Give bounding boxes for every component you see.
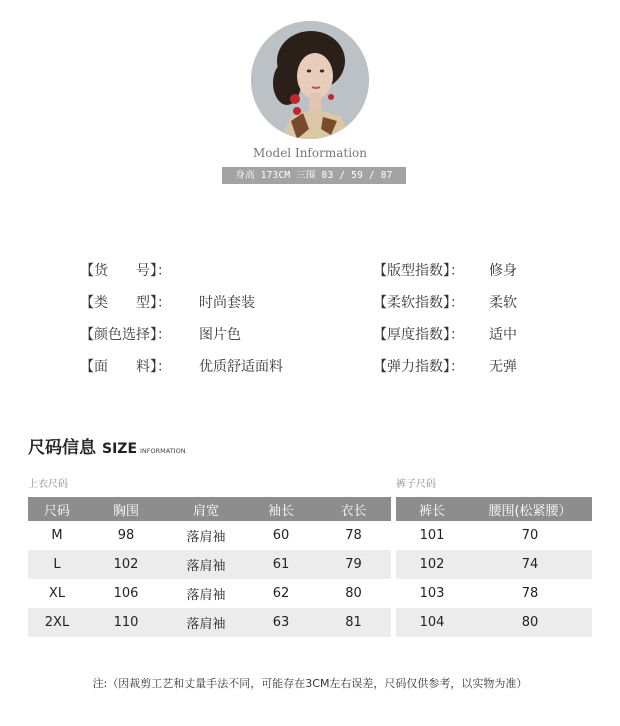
table-row bbox=[396, 579, 592, 608]
table-row bbox=[28, 579, 391, 608]
spec-value: 修身 bbox=[489, 263, 517, 279]
table-header: 衣长 bbox=[316, 497, 391, 521]
table-row bbox=[396, 521, 592, 550]
table-row bbox=[396, 608, 592, 637]
table-header-row bbox=[396, 497, 592, 521]
spec-elasticity bbox=[373, 357, 517, 377]
table-row bbox=[28, 608, 391, 637]
pants-size-label: 裤子尺码 bbox=[396, 479, 436, 490]
spec-color bbox=[80, 325, 241, 345]
table-cell: 106 bbox=[113, 586, 139, 601]
table-cell: 102 bbox=[86, 550, 166, 579]
spec-fit bbox=[373, 261, 517, 281]
table-header: 袖长 bbox=[246, 497, 316, 521]
top-size-label: 上衣尺码 bbox=[28, 479, 68, 490]
size-heading-zh: 尺码信息 bbox=[28, 438, 96, 458]
table-cell: 110 bbox=[86, 608, 166, 637]
table-cell: 62 bbox=[272, 586, 290, 601]
spec-label: 【柔软指数】： bbox=[373, 295, 464, 311]
table-cell: 81 bbox=[316, 608, 391, 637]
table-cell: 104 bbox=[396, 608, 468, 637]
spec-value: 时尚套装 bbox=[199, 295, 255, 311]
table-cell: 70 bbox=[521, 528, 539, 543]
table-cell: L bbox=[28, 550, 86, 579]
table-cell: 落肩袖 bbox=[186, 588, 226, 603]
spec-value: 适中 bbox=[489, 327, 517, 343]
model-information-title: Model Information bbox=[253, 146, 367, 160]
spec-value: 无弹 bbox=[489, 359, 517, 375]
size-heading-en-small: INFORMATION bbox=[140, 447, 186, 455]
table-cell: 98 bbox=[117, 528, 135, 543]
spec-type bbox=[80, 293, 255, 313]
top-size-table bbox=[28, 497, 391, 637]
table-header: 胸围 bbox=[86, 497, 166, 521]
table-cell: 60 bbox=[272, 528, 290, 543]
spec-value: 优质舒适面料 bbox=[199, 359, 283, 375]
spec-item-number bbox=[80, 261, 171, 281]
table-cell: 落肩袖 bbox=[166, 550, 246, 579]
spec-label: 【类 型】： bbox=[80, 295, 171, 311]
spec-label: 【版型指数】： bbox=[373, 263, 464, 279]
table-header: 裤长 bbox=[396, 497, 468, 521]
table-cell: 103 bbox=[419, 586, 445, 601]
spec-value: 图片色 bbox=[199, 327, 241, 343]
table-header: 肩宽 bbox=[166, 497, 246, 521]
table-cell: 74 bbox=[468, 550, 592, 579]
spec-fabric bbox=[80, 357, 283, 377]
spec-label: 【厚度指数】： bbox=[373, 327, 464, 343]
spec-label: 【弹力指数】： bbox=[373, 359, 464, 375]
table-header: 尺码 bbox=[28, 497, 86, 521]
spec-value: 柔软 bbox=[489, 295, 517, 311]
table-row bbox=[28, 550, 391, 579]
spec-label: 【颜色选择】： bbox=[80, 327, 171, 343]
spec-softness bbox=[373, 293, 517, 313]
table-cell: 落肩袖 bbox=[186, 530, 226, 545]
table-cell: 101 bbox=[419, 528, 445, 543]
table-cell: 63 bbox=[246, 608, 316, 637]
table-cell: 79 bbox=[316, 550, 391, 579]
spec-label: 【面 料】： bbox=[80, 359, 171, 375]
table-cell: 102 bbox=[396, 550, 468, 579]
table-row bbox=[28, 521, 391, 550]
model-measurements: 身高 173CM 三围 83 / 59 / 87 bbox=[222, 167, 406, 184]
model-portrait bbox=[251, 21, 369, 139]
table-cell: 2XL bbox=[28, 608, 86, 637]
table-cell: 80 bbox=[345, 586, 362, 601]
table-header: 腰围(松紧腰） bbox=[468, 497, 592, 521]
table-cell: 78 bbox=[345, 528, 362, 543]
table-cell: XL bbox=[48, 586, 66, 601]
table-cell: 80 bbox=[468, 608, 592, 637]
measurement-note: 注:（因裁剪工艺和丈量手法不同，可能存在3CM左右误差，尺码仅供参考，以实物为准） bbox=[92, 677, 528, 690]
table-header-row bbox=[28, 497, 391, 521]
size-heading-en: SIZE bbox=[102, 441, 138, 457]
size-info-heading bbox=[28, 436, 186, 460]
table-cell: 61 bbox=[246, 550, 316, 579]
table-row bbox=[396, 550, 592, 579]
spec-thickness bbox=[373, 325, 517, 345]
table-cell: M bbox=[51, 528, 63, 543]
spec-label: 【货 号】： bbox=[80, 263, 171, 279]
table-cell: 78 bbox=[521, 586, 539, 601]
pants-size-table bbox=[396, 497, 592, 637]
table-cell: 落肩袖 bbox=[166, 608, 246, 637]
